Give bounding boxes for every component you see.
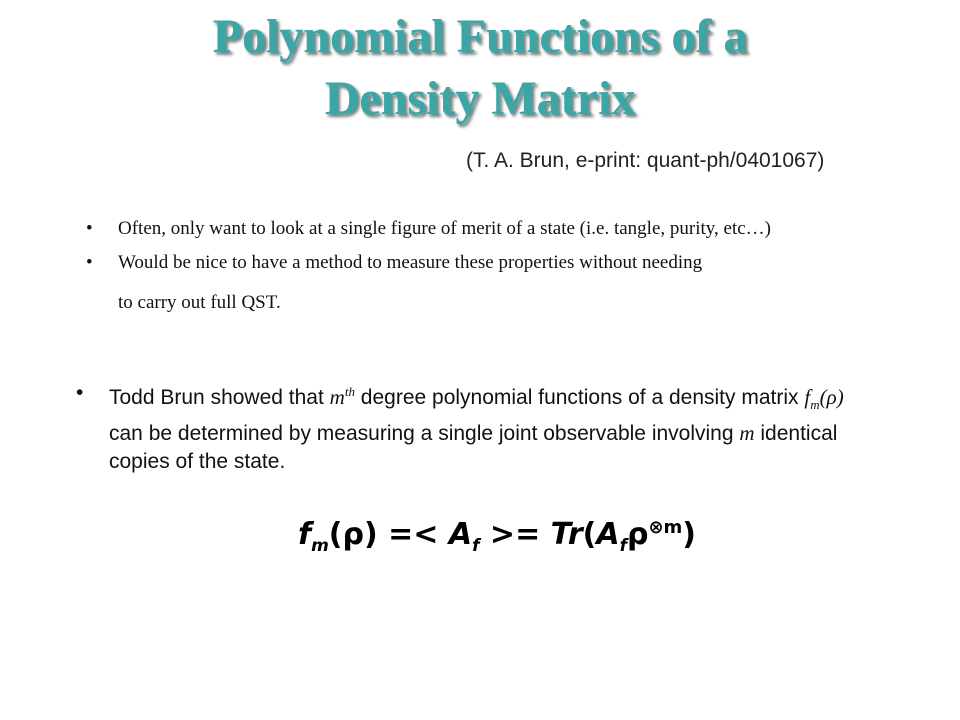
formula-sub-f-2: f	[619, 536, 627, 556]
bullet-icon: •	[86, 218, 93, 239]
bullet-item-measure-method	[82, 250, 902, 316]
formula-a-2: A	[596, 517, 620, 552]
bullet-icon: •	[86, 252, 93, 273]
formula-sub-m: m	[311, 536, 329, 556]
intro-bullet-list	[82, 216, 902, 316]
bullet-item-todd-brun	[76, 378, 876, 476]
formula-tr: Tr	[550, 517, 583, 552]
formula-sup-tensor: ⊗m	[648, 517, 683, 538]
var-f: f	[804, 385, 811, 409]
formula-close: )	[682, 517, 697, 552]
main-bullet-list	[76, 378, 876, 476]
citation: (T. A. Brun, e-print: quant-ph/0401067)	[466, 149, 825, 172]
formula-eq-1: =<	[377, 517, 449, 552]
formula-equation	[298, 500, 718, 556]
var-m-2: m	[739, 421, 755, 446]
slide-title-line-2: Density Matrix	[324, 72, 636, 125]
text-part-4: identical copies of the state.	[109, 422, 838, 474]
bullet-text-line-1: Would be nice to have a method to measure these properties without needing	[118, 252, 703, 273]
bullet-text: Often, only want to look at a single figure of merit of a state (i.e. tangle, purity, etc…)	[118, 218, 772, 239]
text-part-2: degree polynomial functions of a density matrix	[354, 386, 805, 409]
bullet-text-line-2: to carry out full QST.	[118, 292, 281, 313]
formula-a: A	[448, 517, 473, 552]
formula-sub-f: f	[472, 536, 480, 556]
var-m: m	[329, 385, 345, 409]
formula-rho-paren: (ρ)	[328, 517, 378, 552]
slide-title-line-1: Polynomial Functions of a	[212, 10, 748, 63]
formula-rho: ρ	[626, 517, 649, 552]
formula-open: (	[582, 517, 597, 552]
paren-close: )	[836, 385, 844, 409]
superscript-th: th	[344, 384, 355, 399]
text-part-3: can be determined by measuring a single joint observable involving	[109, 422, 740, 446]
bullet-item-figure-of-merit	[82, 216, 902, 242]
formula-eq-2: >=	[479, 517, 551, 552]
slide-title	[0, 6, 960, 130]
text-part-1: Todd Brun showed that	[109, 386, 330, 409]
var-rho: ρ	[826, 385, 837, 409]
formula-f: f	[298, 517, 312, 552]
paren-open: (	[819, 385, 827, 409]
bullet-icon: •	[76, 380, 84, 404]
subscript-m: m	[810, 397, 820, 413]
